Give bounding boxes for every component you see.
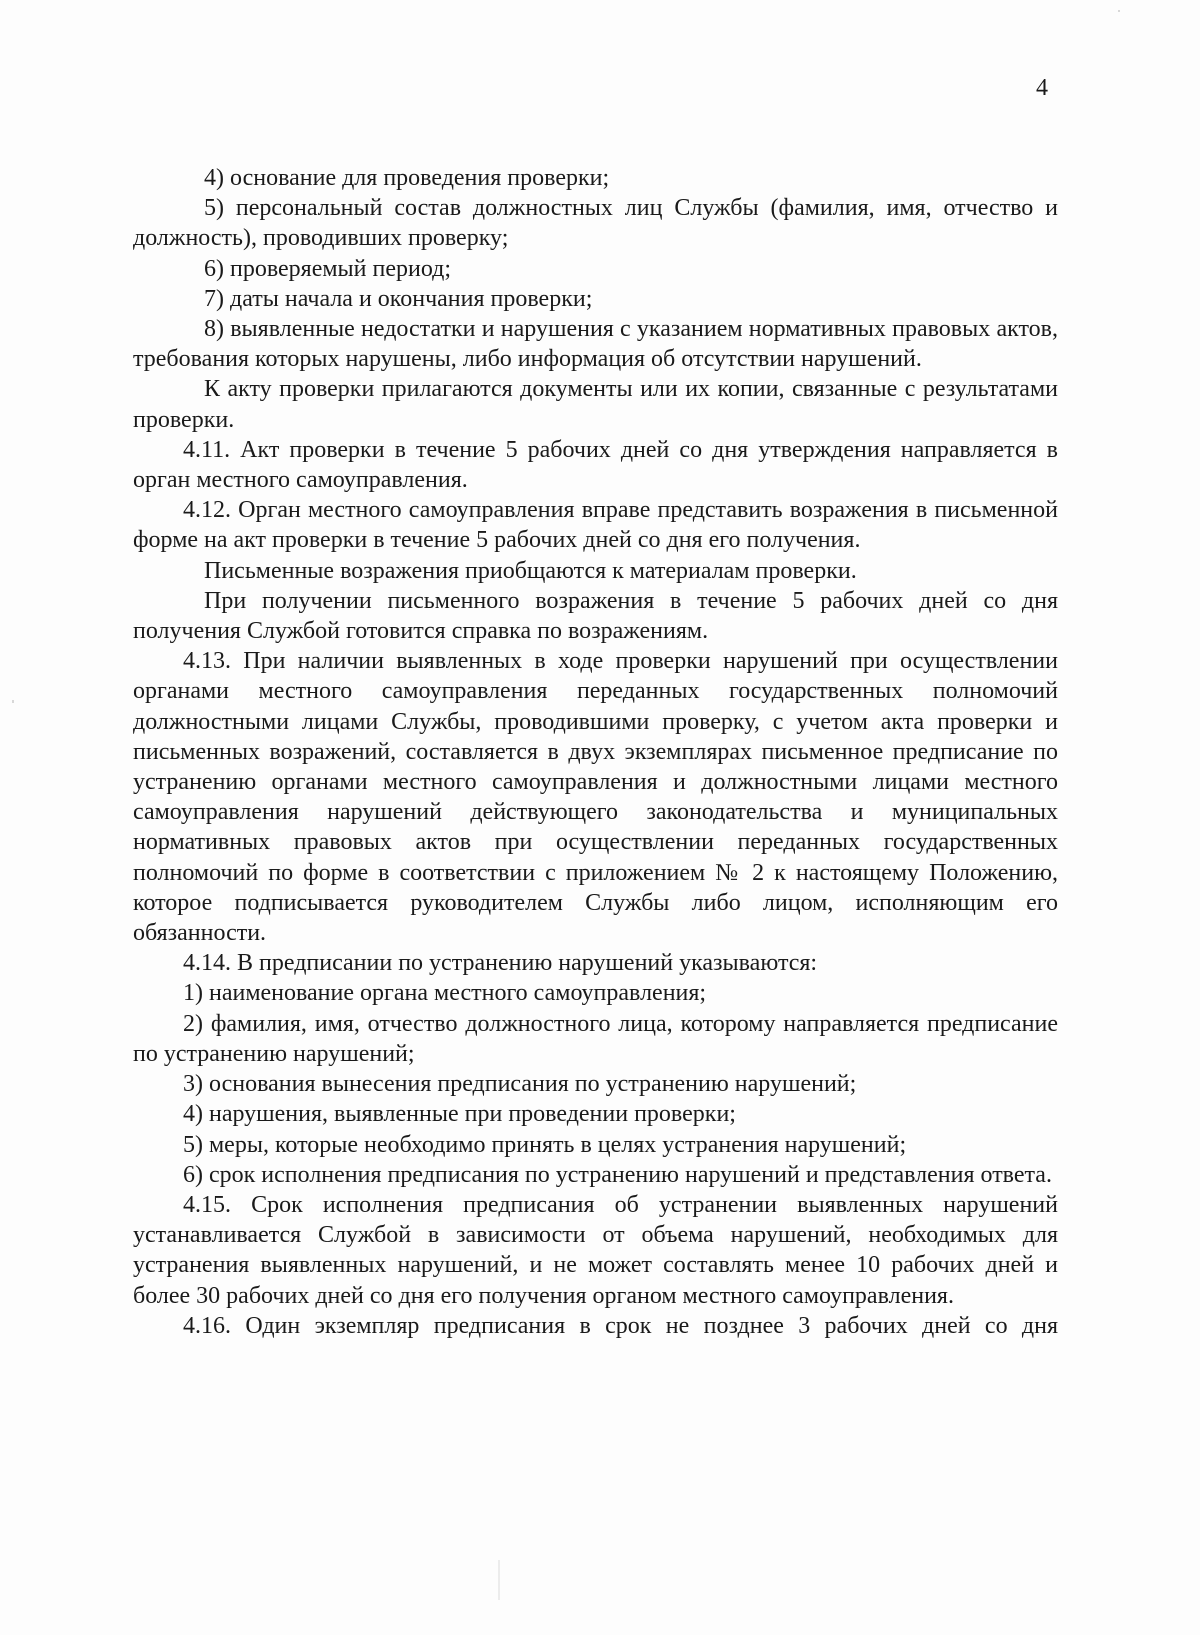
paragraph-4-14: 4.14. В предписании по устранению нарушений указываются: [183, 950, 818, 977]
list-item-detected-violations: 4) нарушения, выявленные при проведении проверки; [183, 1101, 736, 1128]
paragraph-objections-reference: При получении письменного возражения в течение 5 рабочих дней со дня получения Службой готовится справка по возражениям. [133, 587, 1058, 645]
document-body [133, 163, 1058, 1341]
paragraph-4-11: 4.11. Акт проверки в течение 5 рабочих дней со дня утверждения направляется в орган местного самоуправления. [133, 436, 1058, 494]
list-item-grounds: 3) основания вынесения предписания по устранению нарушений; [183, 1071, 857, 1098]
paragraph-4-16: 4.16. Один экземпляр предписания в срок не позднее 3 рабочих дней со дня [183, 1312, 1058, 1339]
paragraph-4-15: 4.15. Срок исполнения предписания об устранении выявленных нарушений устанавливается Службой в зависимости от объема нарушений, необходимых для устранения выявленных нарушений, и не может составлять менее 10 рабочих дней и более 30 рабочих дней со дня его получения органом местного самоуправления. [133, 1191, 1058, 1309]
list-item-measures: 5) меры, которые необходимо принять в целях устранения нарушений; [183, 1131, 907, 1158]
list-item-violations: 8) выявленные недостатки и нарушения с указанием нормативных правовых актов, требования которых нарушены, либо информация об отсутствии нарушений. [133, 316, 1058, 373]
paragraph-4-13: 4.13. При наличии выявленных в ходе проверки нарушений при осуществлении органами местного самоуправления переданных государственных полномочий должностными лицами Службы, проводившими проверку, с учетом акта проверки и письменных возражений, составляется в двух экземплярах письменное предписание по устранению органами местного самоуправления и должностными лицами местного самоуправления нарушений действующего законодательства и муниципальных нормативных правовых актов при осуществлении переданных государственных полномочий по форме в соответствии с приложением № 2 к настоящему Положению, которое подписывается руководителем Службы либо лицом, исполняющим его обязанности. [133, 648, 1058, 947]
list-item-period: 6) проверяемый период; [204, 255, 452, 282]
list-item-authority-name: 1) наименование органа местного самоуправления; [183, 980, 707, 1007]
list-item-staff: 5) персональный состав должностных лиц Службы (фамилия, имя, отчество и должность), проводивших проверку; [133, 195, 1058, 252]
list-item-basis: 4) основание для проведения проверки; [204, 165, 610, 191]
page-number: 4 [1036, 75, 1048, 101]
list-item-official-name: 2) фамилия, имя, отчество должностного лица, которому направляется предписание по устранению нарушений; [133, 1010, 1058, 1067]
paragraph-4-12: 4.12. Орган местного самоуправления вправе представить возражения в письменной форме на акт проверки в течение 5 рабочих дней со дня его получения. [133, 497, 1058, 554]
paragraph-attachments: К акту проверки прилагаются документы или их копии, связанные с результатами проверки. [133, 376, 1058, 433]
paragraph-objections-attached: Письменные возражения приобщаются к материалам проверки. [204, 557, 857, 584]
scan-speck [1118, 10, 1120, 12]
list-item-deadline: 6) срок исполнения предписания по устранению нарушений и представления ответа. [183, 1161, 1052, 1188]
list-item-dates: 7) даты начала и окончания проверки; [204, 285, 593, 312]
scan-speck [12, 700, 14, 703]
scan-fold-line [498, 1560, 500, 1600]
